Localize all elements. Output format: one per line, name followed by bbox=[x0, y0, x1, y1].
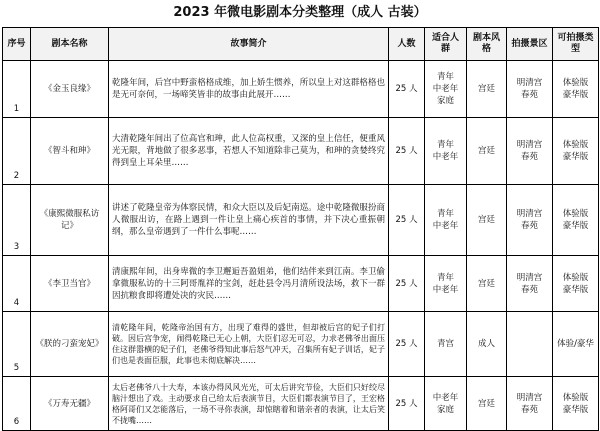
header-summary: 故事简介 bbox=[109, 28, 389, 61]
row-people: 25 人 bbox=[389, 61, 425, 118]
table-row bbox=[3, 185, 599, 256]
row-title: 《李卫当官》 bbox=[31, 256, 109, 312]
row-location: 明清宫 春苑 bbox=[507, 118, 553, 185]
row-summary: 清康熙年间，出身卑微的李卫邂逅吾盈姐弟，他们结伴来到江南。李卫偷拿微服私访的十三阿哥胤祥的宝剑，赶赴县令冯月清所设法场，救下一群因抗粮食即将遭处决的灾民…… bbox=[109, 256, 389, 312]
row-no: 4 bbox=[3, 256, 31, 312]
row-type: 体验版 豪华版 bbox=[553, 256, 599, 312]
header-title: 剧本名称 bbox=[31, 28, 109, 61]
header-people: 人数 bbox=[389, 28, 425, 61]
row-style: 宫廷 bbox=[467, 185, 507, 256]
table-row bbox=[3, 312, 599, 377]
row-summary: 清乾隆年间，乾隆帝治国有方，出现了难得的盛世，但却被后宫的妃子们打破。因后宫争宠，闹得乾隆已无心上朝，大臣们忍无可忍，力求老佛爷出面压住这群嚣横的妃子们，老佛爷得知此事后怒气冲天，召集所有妃子训话，妃子们也是表面臣服，此事也未彻底解决…… bbox=[109, 312, 389, 377]
row-type: 体验版 豪华版 bbox=[553, 377, 599, 431]
row-location: 明清宫 春苑 bbox=[507, 256, 553, 312]
script-table bbox=[2, 27, 599, 431]
row-location: 明清宫 春苑 bbox=[507, 377, 553, 431]
row-no: 1 bbox=[3, 61, 31, 118]
row-people: 25 人 bbox=[389, 256, 425, 312]
row-people: 25 人 bbox=[389, 312, 425, 377]
row-no: 3 bbox=[3, 185, 31, 256]
row-people: 25 人 bbox=[389, 377, 425, 431]
row-title: 《智斗和珅》 bbox=[31, 118, 109, 185]
table-row bbox=[3, 256, 599, 312]
header-style: 剧本风格 bbox=[467, 28, 507, 61]
header-no: 序号 bbox=[3, 28, 31, 61]
row-style: 宫廷 bbox=[467, 256, 507, 312]
row-style: 宫廷 bbox=[467, 118, 507, 185]
table-row bbox=[3, 61, 599, 118]
row-type: 体验版 豪华版 bbox=[553, 61, 599, 118]
row-no: 6 bbox=[3, 377, 31, 431]
row-people: 25 人 bbox=[389, 185, 425, 256]
row-type: 体验版 豪华版 bbox=[553, 118, 599, 185]
row-style: 宫廷 bbox=[467, 377, 507, 431]
table-row bbox=[3, 118, 599, 185]
row-audience: 青年 中老年 bbox=[425, 256, 467, 312]
row-audience: 中老年 家庭 bbox=[425, 377, 467, 431]
row-title: 《康熙微服私访记》 bbox=[31, 185, 109, 256]
row-audience: 青年 中老年 bbox=[425, 118, 467, 185]
row-style: 宫廷 bbox=[467, 61, 507, 118]
row-no: 2 bbox=[3, 118, 31, 185]
row-location: 明清宫 春苑 bbox=[507, 185, 553, 256]
header-audience: 适合人群 bbox=[425, 28, 467, 61]
row-title: 《朕的刁蛮宠妃》 bbox=[31, 312, 109, 377]
header-type: 可拍摄类型 bbox=[553, 28, 599, 61]
row-type: 体验/豪华 bbox=[553, 312, 599, 377]
row-title: 《万寿无疆》 bbox=[31, 377, 109, 431]
row-audience: 青年 中老年 家庭 bbox=[425, 61, 467, 118]
row-summary: 乾隆年间，后宫中野蛮格格成维，加上娇生惯养，所以皇上对这群格格也是无可奈何，一场啼笑皆非的故事由此展开…… bbox=[109, 61, 389, 118]
row-audience: 青宫 bbox=[425, 312, 467, 377]
row-title: 《金玉良缘》 bbox=[31, 61, 109, 118]
row-location: 明清宫 春苑 bbox=[507, 61, 553, 118]
row-summary: 大清乾隆年间出了位高官和珅，此人位高权重，又深的皇上信任，便重风光无限，背地做了很多恶事，若想人不知道除非己莫为，和珅的贪婪终究得到皇上耳朵里…… bbox=[109, 118, 389, 185]
header-row bbox=[3, 28, 599, 61]
row-location bbox=[507, 312, 553, 377]
row-type: 体验版 豪华版 bbox=[553, 185, 599, 256]
page-title: 2023 年微电影剧本分类整理（成人 古装） bbox=[173, 5, 427, 20]
row-no: 5 bbox=[3, 312, 31, 377]
header-location: 拍摄景区 bbox=[507, 28, 553, 61]
row-people: 25 人 bbox=[389, 118, 425, 185]
row-summary: 讲述了乾隆皇帝为体察民情，和众大臣以及后妃南巡。途中乾隆微服扮商人微服出访，在路上遇到一件让皇上痛心疾首的事情，并下决心重振朝纲，那么皇帝遇到了一件什么事呢…… bbox=[109, 185, 389, 256]
table-row bbox=[3, 377, 599, 431]
row-style: 成人 bbox=[467, 312, 507, 377]
row-audience: 青年 中老年 bbox=[425, 185, 467, 256]
row-summary: 太后老佛爷八十大寿，本该办得风风光光，可太后讲究节俭，大臣们只好绞尽脑汁想出了戏。主动要求自己给太后表演节目，大臣们都表演节目了，王宏格格阿哥们又怎能落后，一场不寻你表演，却惊瞎着和谐亲者的表演，让太后笑不拢嘴…… bbox=[109, 377, 389, 431]
